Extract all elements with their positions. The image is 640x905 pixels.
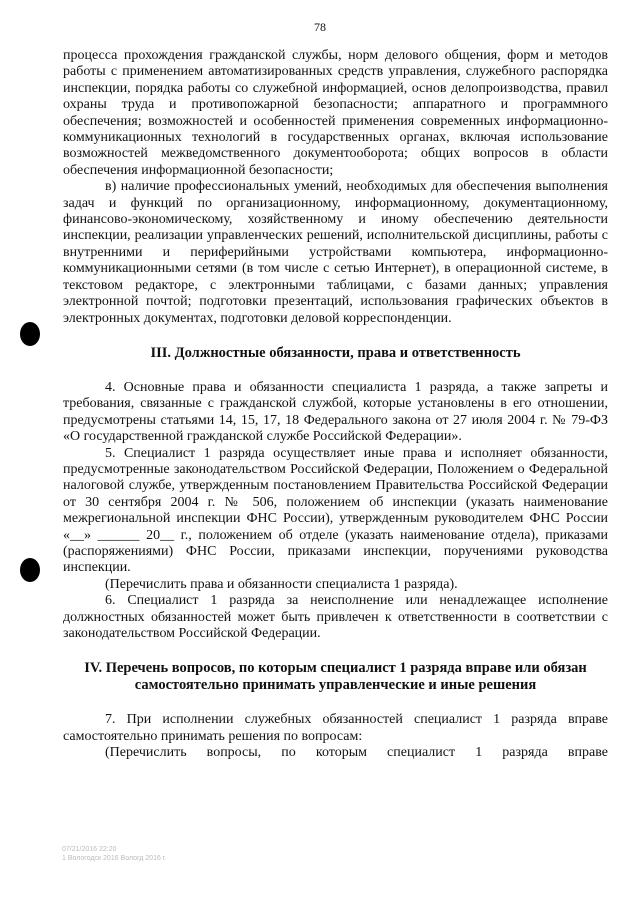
paragraph-4: 4. Основные права и обязанности специалиста 1 разряда, а также запреты и требования, связанные с гражданской службой, которые установлены в его отношении, предусмотрены статьями 14, 15, 17, 18 Федерального закона от 27 июля 2004 г. № 79-ФЗ «О государственной гражданской службе Российской Федерации».: [63, 379, 608, 445]
paragraph-knowledge-continued: процесса прохождения гражданской службы, норм делового общения, форм и методов работы с применением автоматизированных средств управления, служебного распорядка инспекции, порядка работы со служебной информацией, основ делопроизводства, правил охраны труда и противопожарной безопасности; аппаратного и программного обеспечения; возможностей и особенностей применения современных информационно-коммуникационных технологий в государственных органах, включая использование возможностей межведомственного документооборота; общих вопросов в области обеспечения информационной безопасности;: [63, 48, 608, 178]
paragraph-7-note: (Перечислить вопросы, по которым специалист 1 разряда вправе: [105, 745, 608, 761]
paragraph-5-note: (Перечислить права и обязанности специалиста 1 разряда).: [105, 576, 458, 592]
section-4-heading-line1: IV. Перечень вопросов, по которым специалист 1 разряда вправе или обязан: [84, 660, 587, 677]
paragraph-7: 7. При исполнении служебных обязанностей специалист 1 разряда вправе самостоятельно принимать решения по вопросам:: [63, 712, 608, 744]
section-4-heading-line2: самостоятельно принимать управленческие и иные решения: [134, 677, 537, 694]
paragraph-6: 6. Специалист 1 разряда за неисполнение или ненадлежащее исполнение должностных обязанностей может быть привлечен к ответственности в соответствии с законодательством Российской Федерации.: [63, 593, 608, 641]
punch-hole-upper: [20, 322, 40, 346]
section-3-heading: III. Должностные обязанности, права и ответственность: [150, 344, 521, 361]
punch-hole-lower: [20, 558, 40, 582]
paragraph-skills-v: в) наличие профессиональных умений, необходимых для обеспечения выполнения задач и функций по организационному, информационному, документационному, финансово-экономическому, хозяйственному и иному обеспечению деятельности инспекции, реализации управленческих решений, исполнительской дисциплины, работы с внутренними и периферийными устройствами компьютера, информационно-коммуникационными сетями (в том числе с сетью Интернет), в операционной системе, в текстовом редакторе, с электронными таблицами, с базами данных; управления электронной почтой; подготовки презентаций, использования графических объектов в электронных документах, подготовки деловой корреспонденции.: [63, 179, 608, 326]
footer-stamp-line1: 07/21/2016 22:20: [62, 846, 117, 853]
footer-stamp-line2: 1 Вологодск 2016 Вологд 2016 г.: [62, 855, 167, 862]
paragraph-5: 5. Специалист 1 разряда осуществляет иные права и исполняет обязанности, предусмотренные законодательством Российской Федерации, Положением о Федеральной налоговой службе, утвержденным постановлением Правительства Российской Федерации от 30 сентября 2004 г. № 506, положением об инспекции (указать наименование межрегиональной инспекции ФНС России), утвержденным руководителем ФНС России «__» ______ 20__ г., положением об отделе (указать наименование отдела), приказами (распоряжениями) ФНС России, приказами инспекции, поручениями руководства инспекции.: [63, 445, 608, 576]
page-number: 78: [314, 20, 326, 34]
document-body: [63, 48, 608, 762]
footer-stamp: [62, 845, 166, 863]
